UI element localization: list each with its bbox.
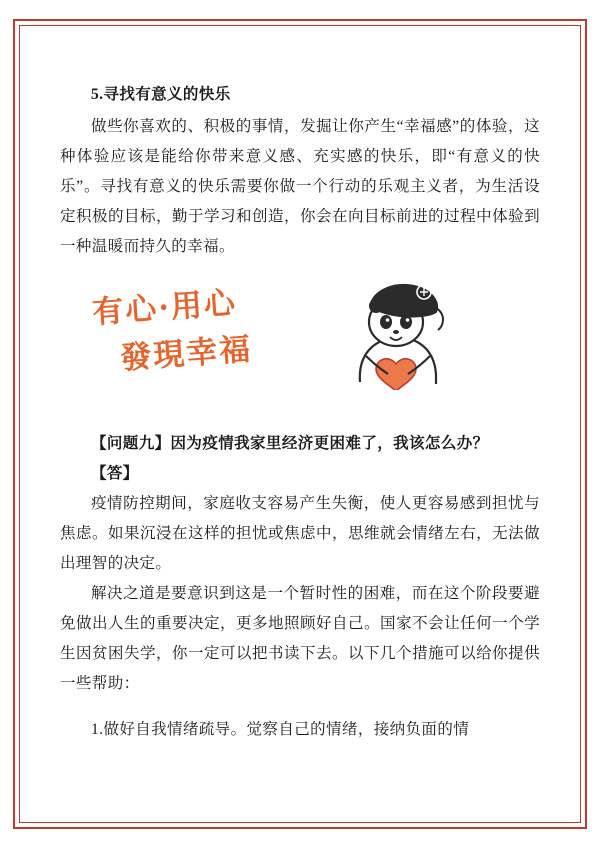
section-paragraph-1: 做些你喜欢的、积极的事情，发掘让你产生“幸福感”的体验，这种体验应该是能给你带来意义感、充实感的快乐，即“有意义的快乐”。寻找有意义的快乐需要你做一个行动的乐观主义者，为生活设定积极的目标，勤于学习和创造，你会在向目标前进的过程中体验到一种温暖而持久的幸福。 [60, 118, 540, 255]
panda-graduate-mascot-icon [330, 278, 480, 390]
qa-question-text: 因为疫情我家里经济更困难了，我该怎么办？ [170, 435, 489, 452]
calligraphy-line-2: 發現幸福 [119, 331, 254, 377]
qa-question-label: 【问题九】 [91, 435, 171, 452]
calligraphy-art [92, 280, 342, 390]
calligraphy-line-1: 有心·用心 [91, 284, 239, 331]
spacer [60, 699, 540, 715]
page-content [60, 80, 540, 745]
spacer [60, 403, 540, 429]
section-title: 5.寻找有意义的快乐 [91, 86, 231, 103]
qa-answer-paragraph-1: 疫情防控期间，家庭收支容易产生失衡，使人更容易感到担忧与焦虑。如果沉浸在这样的担忧或焦虑中，思维就会情绪左右，无法做出理智的决定。 [60, 495, 540, 572]
qa-list-item-1: 1.做好自我情绪疏导。觉察自己的情绪，接纳负面的情 [91, 721, 470, 738]
qa-question [60, 429, 540, 459]
qa-answer-label: 【答】 [91, 465, 139, 482]
illustration-block [60, 280, 540, 395]
qa-answer-paragraph-2: 解决之道是要意识到这是一个暂时性的困难，而在这个阶段要避免做出人生的重要决定，更多地照顾好自己。国家不会让任何一个学生因贫困失学，你一定可以把书读下去。以下几个措施可以给你提供一些帮助： [60, 585, 540, 692]
